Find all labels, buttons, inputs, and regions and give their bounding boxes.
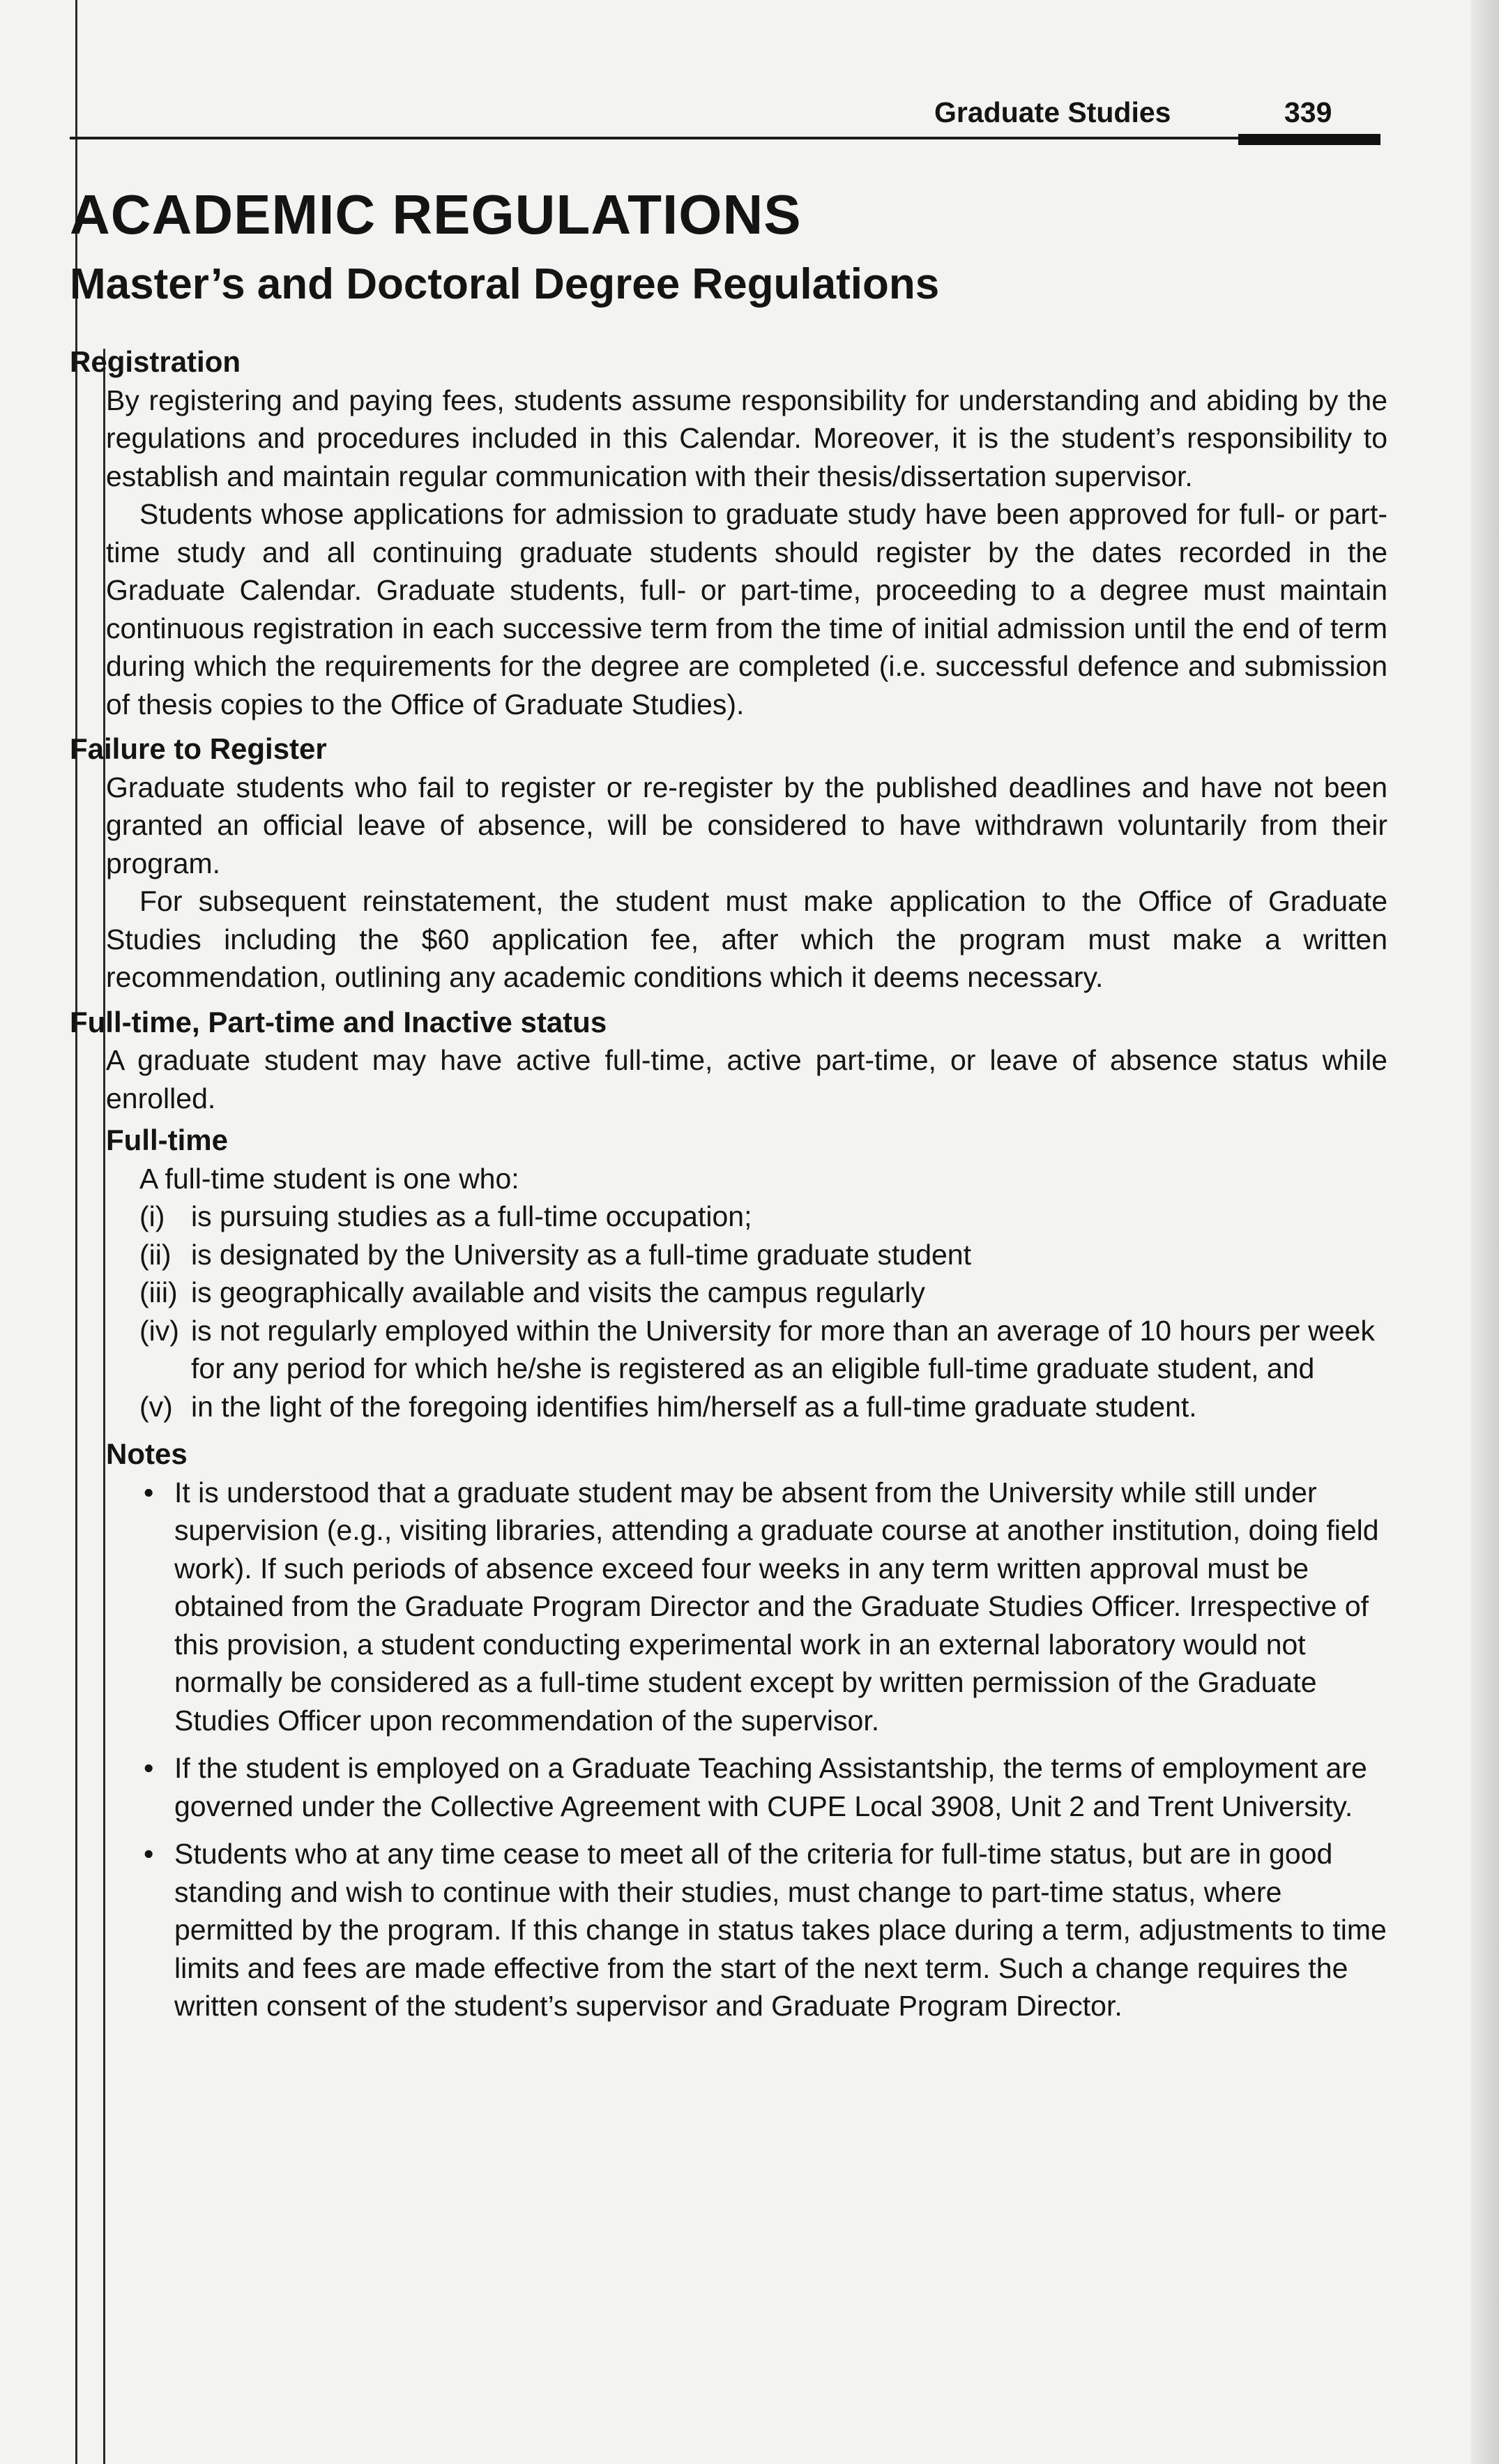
note-text: If the student is employed on a Graduate Teaching Assistantship, the terms of employment are governed under the Collective Agreement with CUPE Local 3908, Unit 2 and Trent University. (174, 1752, 1367, 1822)
list-item-number: (iii) (139, 1276, 178, 1308)
list-item-number: (v) (139, 1390, 173, 1423)
header-bar (1238, 134, 1380, 145)
registration-heading: Registration (70, 345, 241, 378)
fulltime-criteria-list (139, 1197, 1387, 1426)
registration-paragraph-2: Students whose applications for admission to graduate study have been approved for full- or part-time study and all continuing graduate students should register by the dates recorded in the Graduate Calendar. Graduate students, full- or part-time, proceeding to a degree must maintain continuous registration in each successive term from the time of initial admission until the end of term during which the requirements for the degree are completed (i.e. successful defence and submission of thesis copies to the Office of Graduate Studies). (106, 498, 1387, 720)
header-rule (70, 137, 1380, 139)
list-item (139, 1388, 1387, 1426)
list-item-text: is geographically available and visits the campus regularly (191, 1276, 925, 1308)
list-item (139, 1236, 1387, 1274)
failure-body (106, 769, 1387, 997)
status-paragraph-1: A graduate student may have active full-time, active part-time, or leave of absence status while enrolled. (106, 1044, 1387, 1114)
list-item-number: (ii) (139, 1238, 172, 1271)
list-item-text: is pursuing studies as a full-time occupation; (191, 1200, 752, 1232)
status-heading: Full-time, Part-time and Inactive status (70, 1005, 607, 1038)
note-text: Students who at any time cease to meet all of the criteria for full-time status, but are in good standing and wish to continue with their studies, must change to part-time status, where permitted by the program. If this change in status takes place during a term, adjustments to time limits and fees are made effective from the start of the next term. Such a change requires the written consent of the student’s supervisor and Graduate Program Director. (174, 1838, 1387, 2022)
status-body (106, 1041, 1387, 1117)
note-text: It is understood that a graduate student may be absent from the University while still under supervision (e.g., visiting libraries, attending a graduate course at another institution, doing field work). If such periods of absence exceed four weeks in any term written approval must be obtained from the Graduate Program Director and the Graduate Studies Officer. Irrespective of this provision, a student conducting experimental work in an external laboratory would not normally be considered as a full-time student except by written permission of the Graduate Studies Officer upon recommendation of the supervisor. (174, 1476, 1379, 1737)
list-item (139, 1197, 1387, 1236)
bullet-icon: • (144, 1838, 154, 1870)
note-item (139, 1749, 1387, 1825)
notes-list (139, 1474, 1387, 2025)
failure-paragraph-1: Graduate students who fail to register or re-register by the published deadlines and have not been granted an official leave of absence, will be considered to have withdrawn voluntarily from their program. (106, 771, 1387, 879)
running-header-section: Graduate Studies (934, 96, 1171, 128)
page-edge-shadow (1471, 0, 1499, 2464)
registration-paragraph-1: By registering and paying fees, students assume responsibility for understanding and abiding by the regulations and procedures included in this Calendar. Moreover, it is the student’s responsibility to establish and maintain regular communication with their thesis/dissertation supervisor. (106, 384, 1387, 492)
list-item-text: in the light of the foregoing identifies him/herself as a full-time graduate student. (191, 1390, 1197, 1423)
fulltime-heading: Full-time (106, 1124, 228, 1156)
list-item-text: is not regularly employed within the University for more than an average of 10 hours per week for any period for which he/she is registered as an eligible full-time graduate student, and (191, 1314, 1375, 1384)
bullet-icon: • (144, 1476, 154, 1509)
page-number: 339 (1284, 96, 1332, 128)
list-item-number: (iv) (139, 1314, 179, 1347)
fulltime-body (139, 1160, 1387, 1426)
bullet-icon: • (144, 1752, 154, 1784)
list-item-number: (i) (139, 1200, 165, 1232)
list-item-text: is designated by the University as a full-time graduate student (191, 1238, 971, 1271)
list-item (139, 1273, 1387, 1312)
page-title: ACADEMIC REGULATIONS (70, 183, 802, 245)
fulltime-intro: A full-time student is one who: (139, 1162, 519, 1195)
failure-paragraph-2: For subsequent reinstatement, the student must make application to the Office of Graduate Studies including the $60 application fee, after which the program must make a written recommendation, outlining any academic conditions which it deems necessary. (106, 885, 1387, 993)
note-item (139, 1474, 1387, 1740)
page-subtitle: Master’s and Doctoral Degree Regulations (70, 260, 940, 308)
notes-heading: Notes (106, 1437, 188, 1470)
failure-heading: Failure to Register (70, 732, 327, 765)
list-item (139, 1312, 1387, 1388)
note-item (139, 1835, 1387, 2025)
registration-body (106, 381, 1387, 724)
content-body (70, 336, 1387, 2035)
